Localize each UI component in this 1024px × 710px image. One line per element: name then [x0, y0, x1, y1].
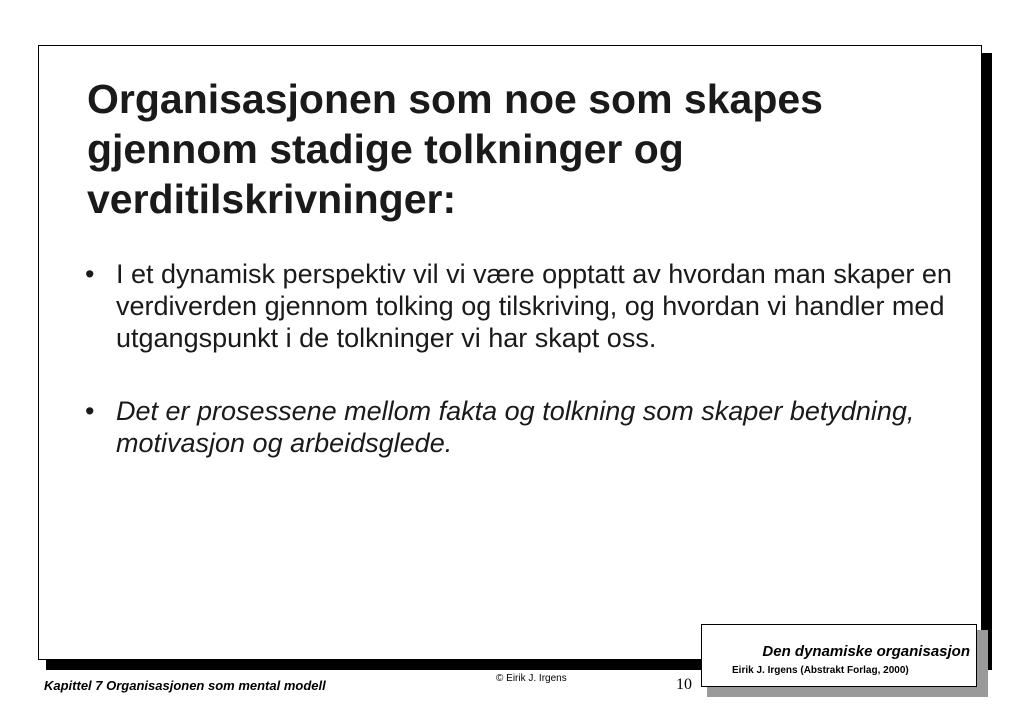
bullet-text: I et dynamisk perspektiv vil vi være opptatt av hvordan man skaper en verdiverden gjennom tolking og tilskriving, og hvordan vi handler med utgangspunkt i de tolkninger vi har skapt oss.: [116, 259, 952, 353]
page-number: 10: [676, 676, 692, 693]
bullet-marker: •: [85, 396, 95, 426]
bullet-item: [85, 395, 955, 459]
bullet-marker: •: [85, 259, 95, 289]
book-author-publisher: Eirik J. Irgens (Abstrakt Forlag, 2000): [732, 665, 909, 676]
slide: [38, 45, 982, 660]
footer-copyright: © Eirik J. Irgens: [496, 673, 567, 684]
bullet-item: [85, 258, 955, 354]
book-title: Den dynamiske organisasjon: [762, 643, 970, 660]
footer-chapter: Kapittel 7 Organisasjonen som mental modell: [44, 678, 326, 693]
bullet-list: [85, 258, 955, 459]
bullet-text: Det er prosessene mellom fakta og tolkning som skaper betydning, motivasjon og arbeidsglede.: [116, 396, 915, 458]
slide-title: Organisasjonen som noe som skapes gjennom stadige tolkninger og verditilskrivninger:: [87, 76, 823, 222]
book-reference-box: [701, 624, 977, 687]
